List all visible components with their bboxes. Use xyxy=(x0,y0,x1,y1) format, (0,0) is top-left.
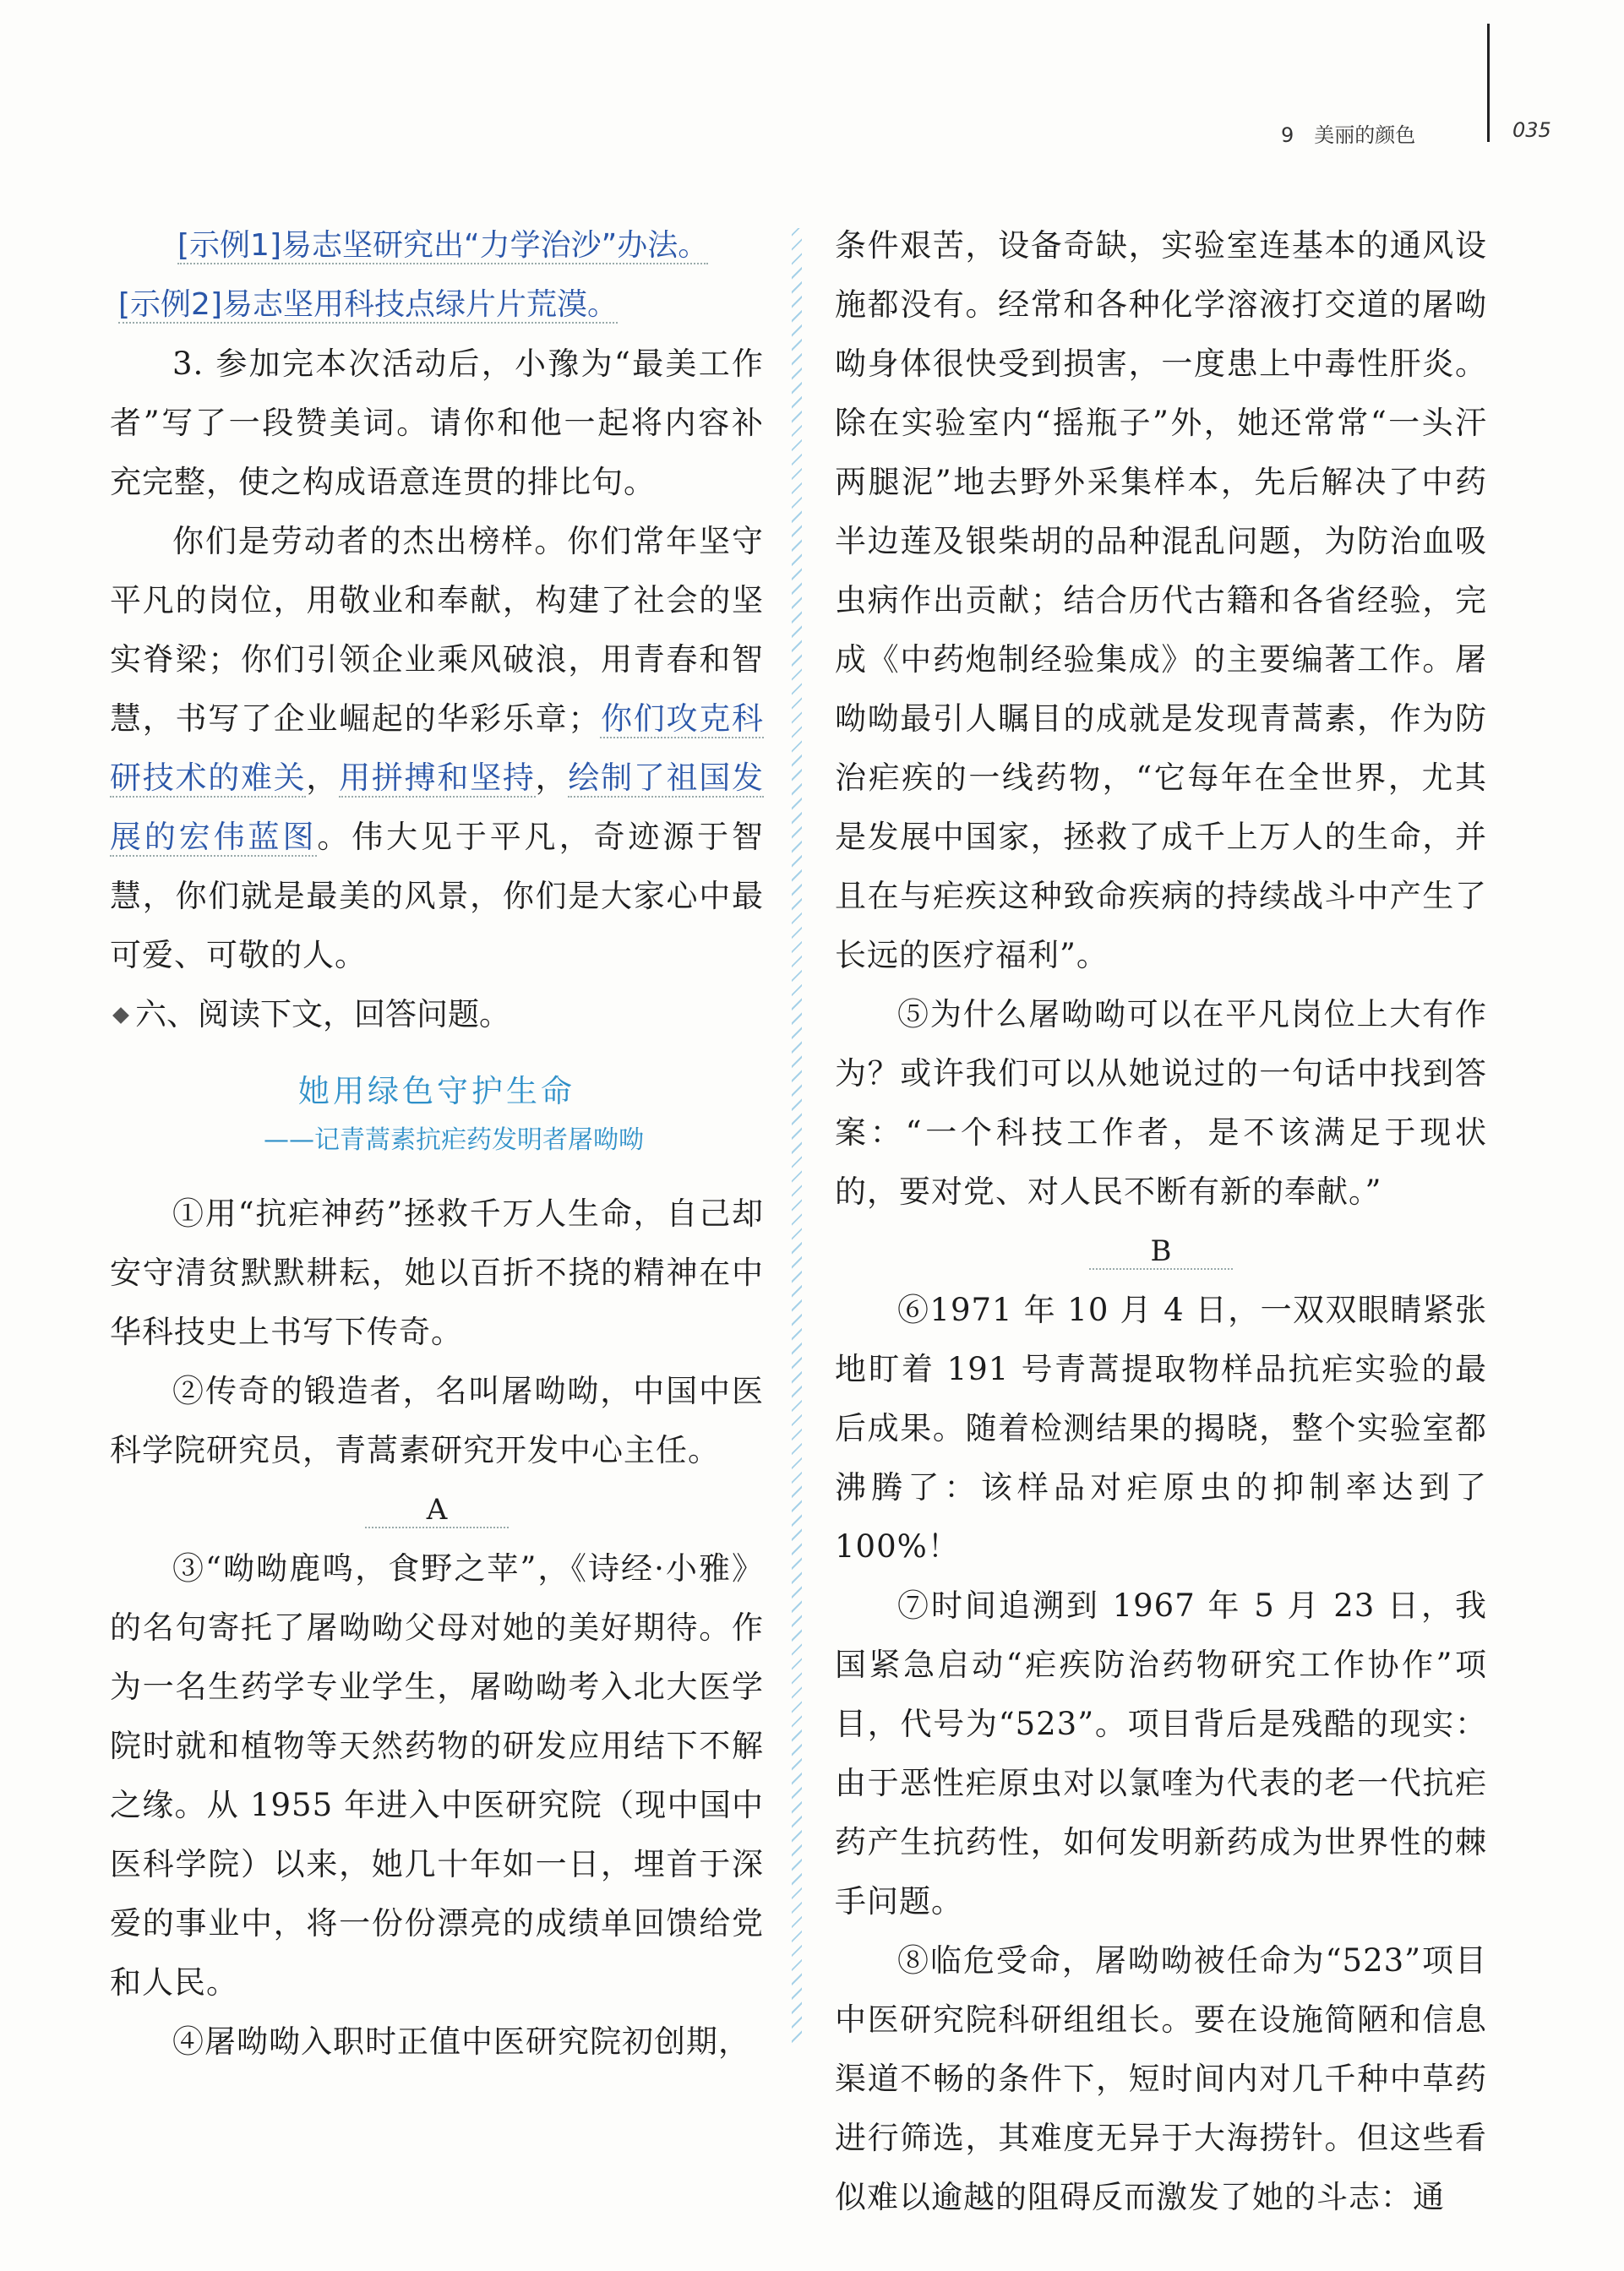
paragraph-5: ⑤为什么屠呦呦可以在平凡岗位上大有作为？或许我们可以从她说过的一句话中找到答案：“一个科技工作者，是不该满足于现状的，要对党、对人民不断有新的奉献。” xyxy=(835,996,1487,1210)
answer-fill-2: 用拼搏和坚持 xyxy=(339,760,536,796)
chapter-header: 9 美丽的颜色 xyxy=(1281,123,1416,147)
subheading-b: B xyxy=(835,1222,1487,1281)
article-subtitle: ——记青蒿素抗疟药发明者屠呦呦 xyxy=(264,1125,644,1155)
paragraph-8: ⑧临危受命，屠呦呦被任命为“523”项目中医研究院科研组组长。要在设施简陋和信息渠道不畅的条件下，短时间内对几千种中草药进行筛选，其难度无异于大海捞针。但这些看似难以逾越的阻碍反而激发了她的斗志：通 xyxy=(835,1942,1487,2215)
paragraph-4-continued: 条件艰苦，设备奇缺，实验室连基本的通风设施都没有。经常和各种化学溶液打交道的屠呦呦身体很快受到损害，一度患上中毒性肝炎。除在实验室内“摇瓶子”外，她还常常“一头汗两腿泥”地去野外采集样本，先后解决了中药半边莲及银柴胡的品种混乱问题，为防治血吸虫病作出贡献；结合历代古籍和各省经验，完成《中药炮制经验集成》的主要编著工作。屠呦呦最引人瞩目的成就是发现青蒿素，作为防治疟疾的一线药物，“它每年在全世界，尤其是发展中国家，拯救了成千上万人的生命，并且在与疟疾这种致命疾病的持续战斗中产生了长远的医疗福利”。 xyxy=(835,227,1487,973)
paragraph-6: ⑥1971 年 10 月 4 日，一双双眼睛紧张地盯着 191 号青蒿提取物样品抗疟实验的最后成果。随着检测结果的揭晓，整个实验室都沸腾了：该样品对疟原虫的抑制率达到了 100%！ xyxy=(835,1292,1487,1565)
section-6-heading: 六、阅读下文，回答问题。 xyxy=(110,985,764,1044)
page-number: 035 xyxy=(1512,118,1551,142)
header-rule xyxy=(1487,24,1490,142)
article-title: 她用绿色守护生命 xyxy=(298,1073,575,1109)
answer-fill-3: 绘制了祖国发展的宏伟蓝图 xyxy=(110,760,765,855)
question-3-passage: 你们是劳动者的杰出榜样。你们常年坚守平凡的岗位，用敬业和奉献，构建了社会的坚实脊梁；你们引领企业乘风破浪，用青春和智慧，书写了企业崛起的华彩乐章；你们攻克科研技术的难关，用拼搏和坚持，绘制了祖国发展的宏伟蓝图。伟大见于平凡，奇迹源于智慧，你们就是最美的风景，你们是大家心中最可爱、可敬的人。 xyxy=(110,523,765,973)
paragraph-7: ⑦时间追溯到 1967 年 5 月 23 日，我国紧急启动“疟疾防治药物研究工作协作”项目，代号为“523”。项目背后是残酷的现实：由于恶性疟原虫对以氯喹为代表的老一代抗疟药产生抗药性，如何发明新药成为世界性的棘手问题。 xyxy=(835,1588,1487,1920)
diamond-bullet-icon xyxy=(112,1007,129,1024)
paragraph-2: ②传奇的锻造者，名叫屠呦呦，中国中医科学院研究员，青蒿素研究开发中心主任。 xyxy=(110,1373,764,1468)
answer-fill-1: 你们攻克科研技术的难关 xyxy=(110,700,765,796)
paragraph-1: ①用“抗疟神药”拯救千万人生命，自己却安守清贫默默耕耘，她以百折不挠的精神在中华科技史上书写下传奇。 xyxy=(110,1195,764,1350)
answer-example-1: [示例1]易志坚研究出“力学治沙”办法。 xyxy=(177,228,709,263)
column-divider xyxy=(792,228,802,2045)
paragraph-3: ③“呦呦鹿鸣，食野之苹”，《诗经·小雅》的名句寄托了屠呦呦父母对她的美好期待。作为一名生药学专业学生，屠呦呦考入北大医学院时就和植物等天然药物的研发应用结下不解之缘。从 1955 年进入中医研究院（现中国中医科学院）以来，她几十年如一日，埋首于深爱的事业中，将一份份漂亮的成绩单回馈给党和人民。 xyxy=(110,1550,764,2001)
right-column xyxy=(835,216,1487,2227)
answer-example-2: [示例2]易志坚用科技点绿片片荒漠。 xyxy=(118,287,618,322)
question-3-prompt: 3. 参加完本次活动后，小豫为“最美工作者”写了一段赞美词。请你和他一起将内容补充完整，使之构成语意连贯的排比句。 xyxy=(110,346,764,500)
paragraph-4-start: ④屠呦呦入职时正值中医研究院初创期， xyxy=(172,2023,750,2060)
left-column xyxy=(110,216,764,2072)
subheading-a: A xyxy=(110,1480,764,1539)
